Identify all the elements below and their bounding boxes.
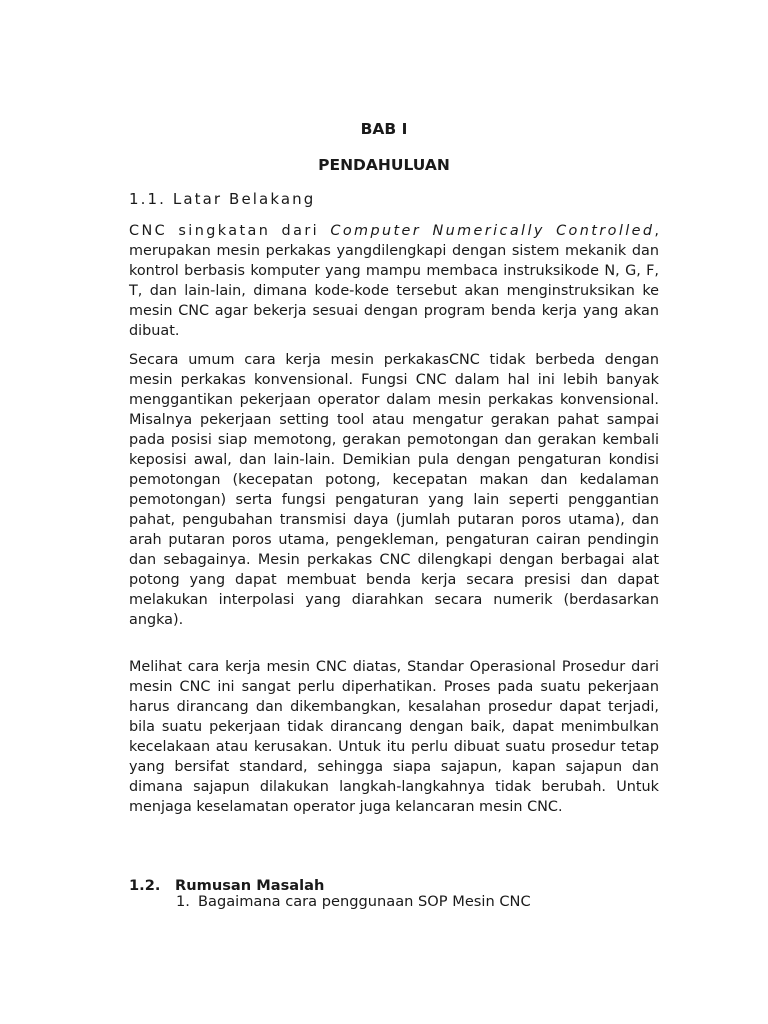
paragraph-1-rest: , merupakan mesin perkakas yangdilengkapi dengan sistem mekanik dan kontrol berbasis komputer yang mampu membaca instruksikode N, G, F, T, dan lain-lain, dimana kode-kode tersebut akan menginstruksikan ke mesin CNC agar bekerja sesuai dengan program benda kerja yang akan dibuat. [129, 223, 659, 339]
paragraph-1-lead: CNC singkatan dari [129, 223, 331, 239]
section-heading-latar-belakang: 1.1. Latar Belakang [129, 190, 316, 208]
paragraph-3: Melihat cara kerja mesin CNC diatas, Standar Operasional Prosedur dari mesin CNC ini sangat perlu diperhatikan. Proses pada suatu pekerjaan harus dirancang dan dikembangkan, kesalahan prosedur dapat terjadi, bila suatu pekerjaan tidak dirancang dengan baik, dapat menimbulkan kecelakaan atau kerusakan. Untuk itu perlu dibuat suatu prosedur tetap yang bersifat standard, sehingga siapa sajapun, kapan sajapun dan dimana sajapun dilakukan langkah-langkahnya tidak berubah. Untuk menjaga keselamatan operator juga kelancaran mesin CNC. [129, 659, 659, 815]
section-number: 1.2. [129, 877, 161, 894]
paragraph-1 [129, 221, 659, 341]
chapter-heading: BAB I [360, 120, 408, 138]
section-title: Rumusan Masalah [175, 877, 325, 894]
chapter-title: PENDAHULUAN [318, 156, 450, 174]
list-item [176, 893, 531, 910]
paragraph-1-italic-term: Computer Numerically Controlled [330, 223, 655, 239]
list-item-text: Bagaimana cara penggunaan SOP Mesin CNC [198, 893, 531, 910]
list-item-number: 1. [176, 893, 190, 910]
paragraph-2: Secara umum cara kerja mesin perkakasCNC tidak berbeda dengan mesin perkakas konvensional. Fungsi CNC dalam hal ini lebih banyak menggantikan pekerjaan operator dalam mesin perkakas konvensional. Misalnya pekerjaan setting tool atau mengatur gerakan pahat sampai pada posisi siap memotong, gerakan pemotongan dan gerakan kembali keposisi awal, dan lain-lain. Demikian pula dengan pengaturan kondisi pemotongan (kecepatan potong, kecepatan makan dan kedalaman pemotongan) serta fungsi pengaturan yang lain seperti penggantian pahat, pengubahan transmisi daya (jumlah putaran poros utama), dan arah putaran poros utama, pengekleman, pengaturan cairan pendingin dan sebagainya. Mesin perkakas CNC dilengkapi dengan berbagai alat potong yang dapat membuat benda kerja secara presisi dan dapat melakukan interpolasi yang diarahkan secara numerik (berdasarkan angka). [129, 352, 659, 628]
section-heading-rumusan-masalah [129, 877, 324, 894]
